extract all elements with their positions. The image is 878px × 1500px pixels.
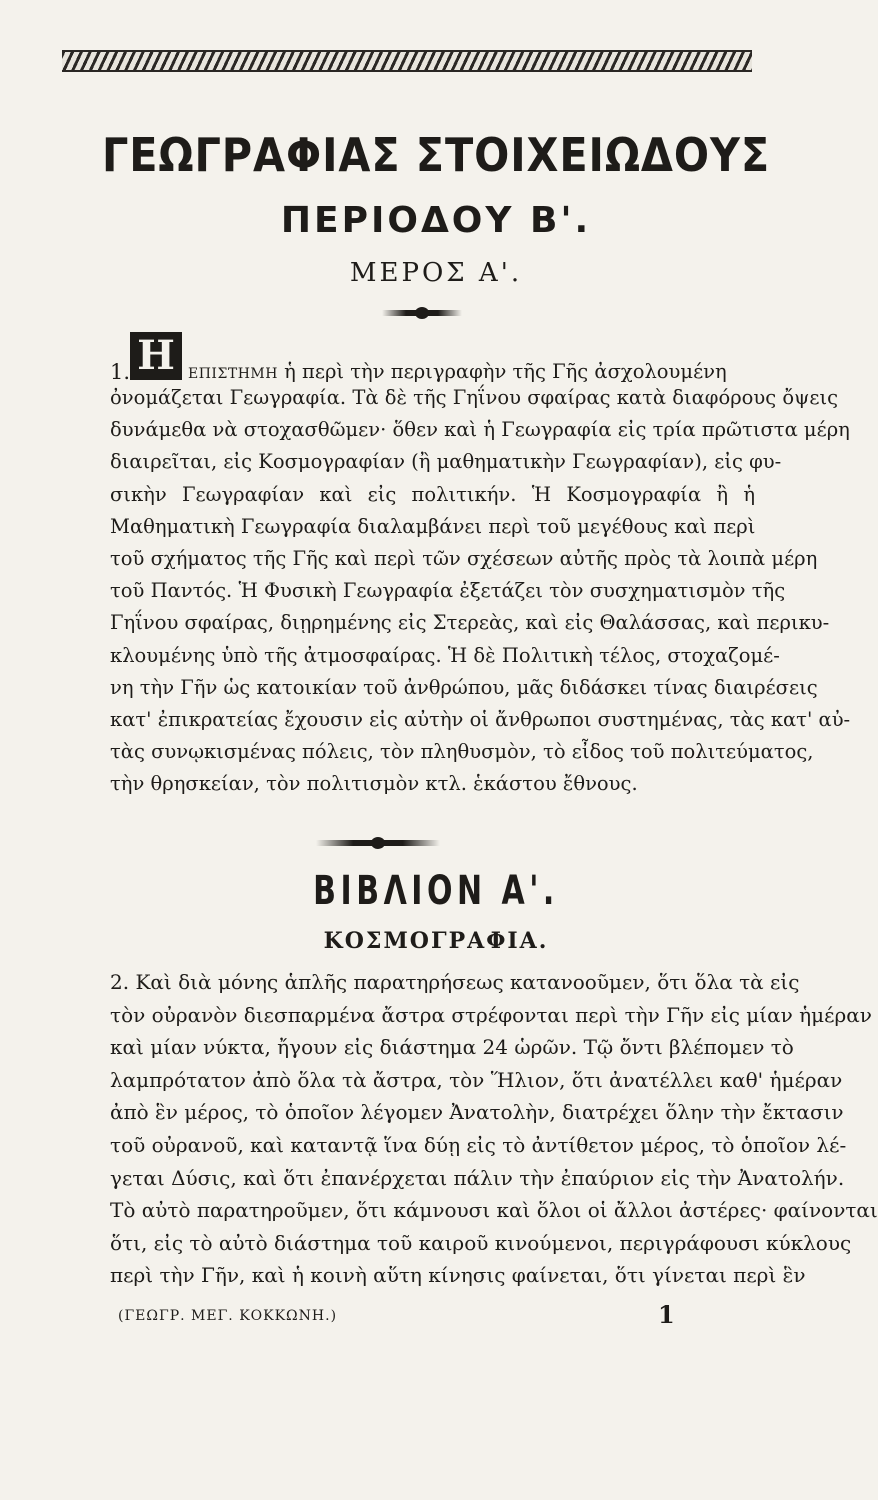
text-line: κλουμένης ὑπὸ τῆς ἀτμοσφαίρας. Ἡ δὲ Πολιτικὴ τέλος, στοχαζομέ- [110, 643, 780, 667]
intro-caps-word: ΕΠΙΣΤΗΜΗ [188, 366, 278, 382]
footer-signature: (ΓΕΩΓΡ. ΜΕΓ. ΚΟΚΚΩΝΗ.) [118, 1308, 338, 1324]
text-line: γεται Δύσις, καὶ ὅτι ἐπανέρχεται πάλιν τὴν ἐπαύριον εἰς τὴν Ἀνατολήν. [110, 1165, 845, 1190]
text-line: τὸν οὐρανὸν διεσπαρμένα ἄστρα στρέφονται περὶ τὴν Γῆν εἰς μίαν ἡμέραν [110, 1002, 872, 1027]
text-line: τὴν θρησκείαν, τὸν πολιτισμὸν κτλ. ἑκάστου ἔθνους. [110, 772, 638, 796]
text-line: ἀπὸ ἓν μέρος, τὸ ὁποῖον λέγομεν Ἀνατολὴν, διατρέχει ὅλην τὴν ἔκτασιν [110, 1100, 844, 1125]
book-subtitle: ΚΟΣΜΟΓΡΑΦΙΑ. [323, 928, 549, 954]
paragraph-intro-line [188, 360, 755, 383]
text-line: διαιρεῖται, εἰς Κοσμογραφίαν (ἢ μαθηματικὴν Γεωγραφίαν), εἰς φυ- [110, 450, 782, 474]
text-line: δυνάμεθα νὰ στοχασθῶμεν· ὅθεν καὶ ἡ Γεωγραφία εἰς τρία πρῶτιστα μέρη [110, 418, 850, 442]
text-line: 2. Καὶ διὰ μόνης ἁπλῆς παρατηρήσεως κατανοοῦμεν, ὅτι ὅλα τὰ εἰς [110, 970, 800, 994]
page-number: 1 [658, 1300, 675, 1329]
period-heading: ΠΕΡΙΟΔΟΥ Β'. [280, 200, 592, 241]
text-line: τοῦ σχήματος τῆς Γῆς καὶ περὶ τῶν σχέσεων αὐτῆς πρὸς τὰ λοιπὰ μέρη [110, 547, 818, 571]
text-line: Τὸ αὐτὸ παρατηροῦμεν, ὅτι κάμνουσι καὶ ὅλοι οἱ ἄλλοι ἀστέρες· φαίνονται [110, 1198, 878, 1223]
text-line: καὶ μίαν νύκτα, ἤγουν εἰς διάστημα 24 ὡρῶν. Τῷ ὄντι βλέπομεν τὸ [110, 1035, 794, 1060]
text-line: ὀνομάζεται Γεωγραφία. Τὰ δὲ τῆς Γηΐνου σφαίρας κατὰ διαφόρους ὄψεις [110, 386, 839, 409]
ornamental-rule [382, 310, 462, 316]
text-line: τοῦ οὐρανοῦ, καὶ καταντᾷ ἵνα δύῃ εἰς τὸ ἀντίθετον μέρος, τὸ ὁποῖον λέ- [110, 1132, 847, 1157]
paragraph-number: 1. [110, 360, 131, 384]
text-line: τοῦ Παντός. Ἡ Φυσικὴ Γεωγραφία ἐξετάζει τὸν συσχηματισμὸν τῆς [110, 579, 786, 603]
top-ornament-border [62, 50, 752, 72]
ornamental-rule [316, 840, 440, 846]
drop-cap: Η [130, 332, 182, 380]
text-line: νη τὴν Γῆν ὡς κατοικίαν τοῦ ἀνθρώπου, μᾶς διδάσκει τίνας διαιρέσεις [110, 675, 818, 699]
section-2-text [110, 966, 878, 1292]
text-line: ὅτι, εἰς τὸ αὐτὸ διάστημα τοῦ καιροῦ κινούμενοι, περιγράφουσι κύκλους [110, 1230, 852, 1255]
section-1-text [110, 382, 851, 801]
text-line: κατ' ἐπικρατείας ἔχουσιν εἰς αὐτὴν οἱ ἄνθρωποι συστημένας, τὰς κατ' αὐ- [110, 708, 851, 732]
page-title: ΓΕΩΓΡΑΦΙΑΣ ΣΤΟΙΧΕΙΩΔΟΥΣ [101, 128, 771, 182]
part-heading: ΜΕΡΟΣ Α'. [349, 258, 523, 288]
text-line: τὰς συνῳκισμένας πόλεις, τὸν πληθυσμὸν, τὸ εἶδος τοῦ πολιτεύματος, [110, 740, 814, 764]
text-line: Γηΐνου σφαίρας, διῃρημένης εἰς Στερεὰς, καὶ εἰς Θαλάσσας, καὶ περικυ- [110, 611, 830, 635]
text-line: σικὴν Γεωγραφίαν καὶ εἰς πολιτικήν. Ἡ Κοσμογραφία ἢ ἡ [110, 482, 755, 506]
text-line: λαμπρότατον ἀπὸ ὅλα τὰ ἄστρα, τὸν Ἥλιον, ὅτι ἀνατέλλει καθ' ἡμέραν [110, 1067, 843, 1092]
text-line: περὶ τὴν Γῆν, καὶ ἡ κοινὴ αὕτη κίνησις φαίνεται, ὅτι γίνεται περὶ ἓν [110, 1263, 806, 1288]
book-title: ΒΙΒΛΙΟΝ Α'. [313, 868, 559, 914]
text-line: Μαθηματικὴ Γεωγραφία διαλαμβάνει περὶ τοῦ μεγέθους καὶ περὶ [110, 514, 756, 538]
intro-rest-text: ἡ περὶ τὴν περιγραφὴν τῆς Γῆς ἀσχολουμένη [284, 360, 727, 383]
